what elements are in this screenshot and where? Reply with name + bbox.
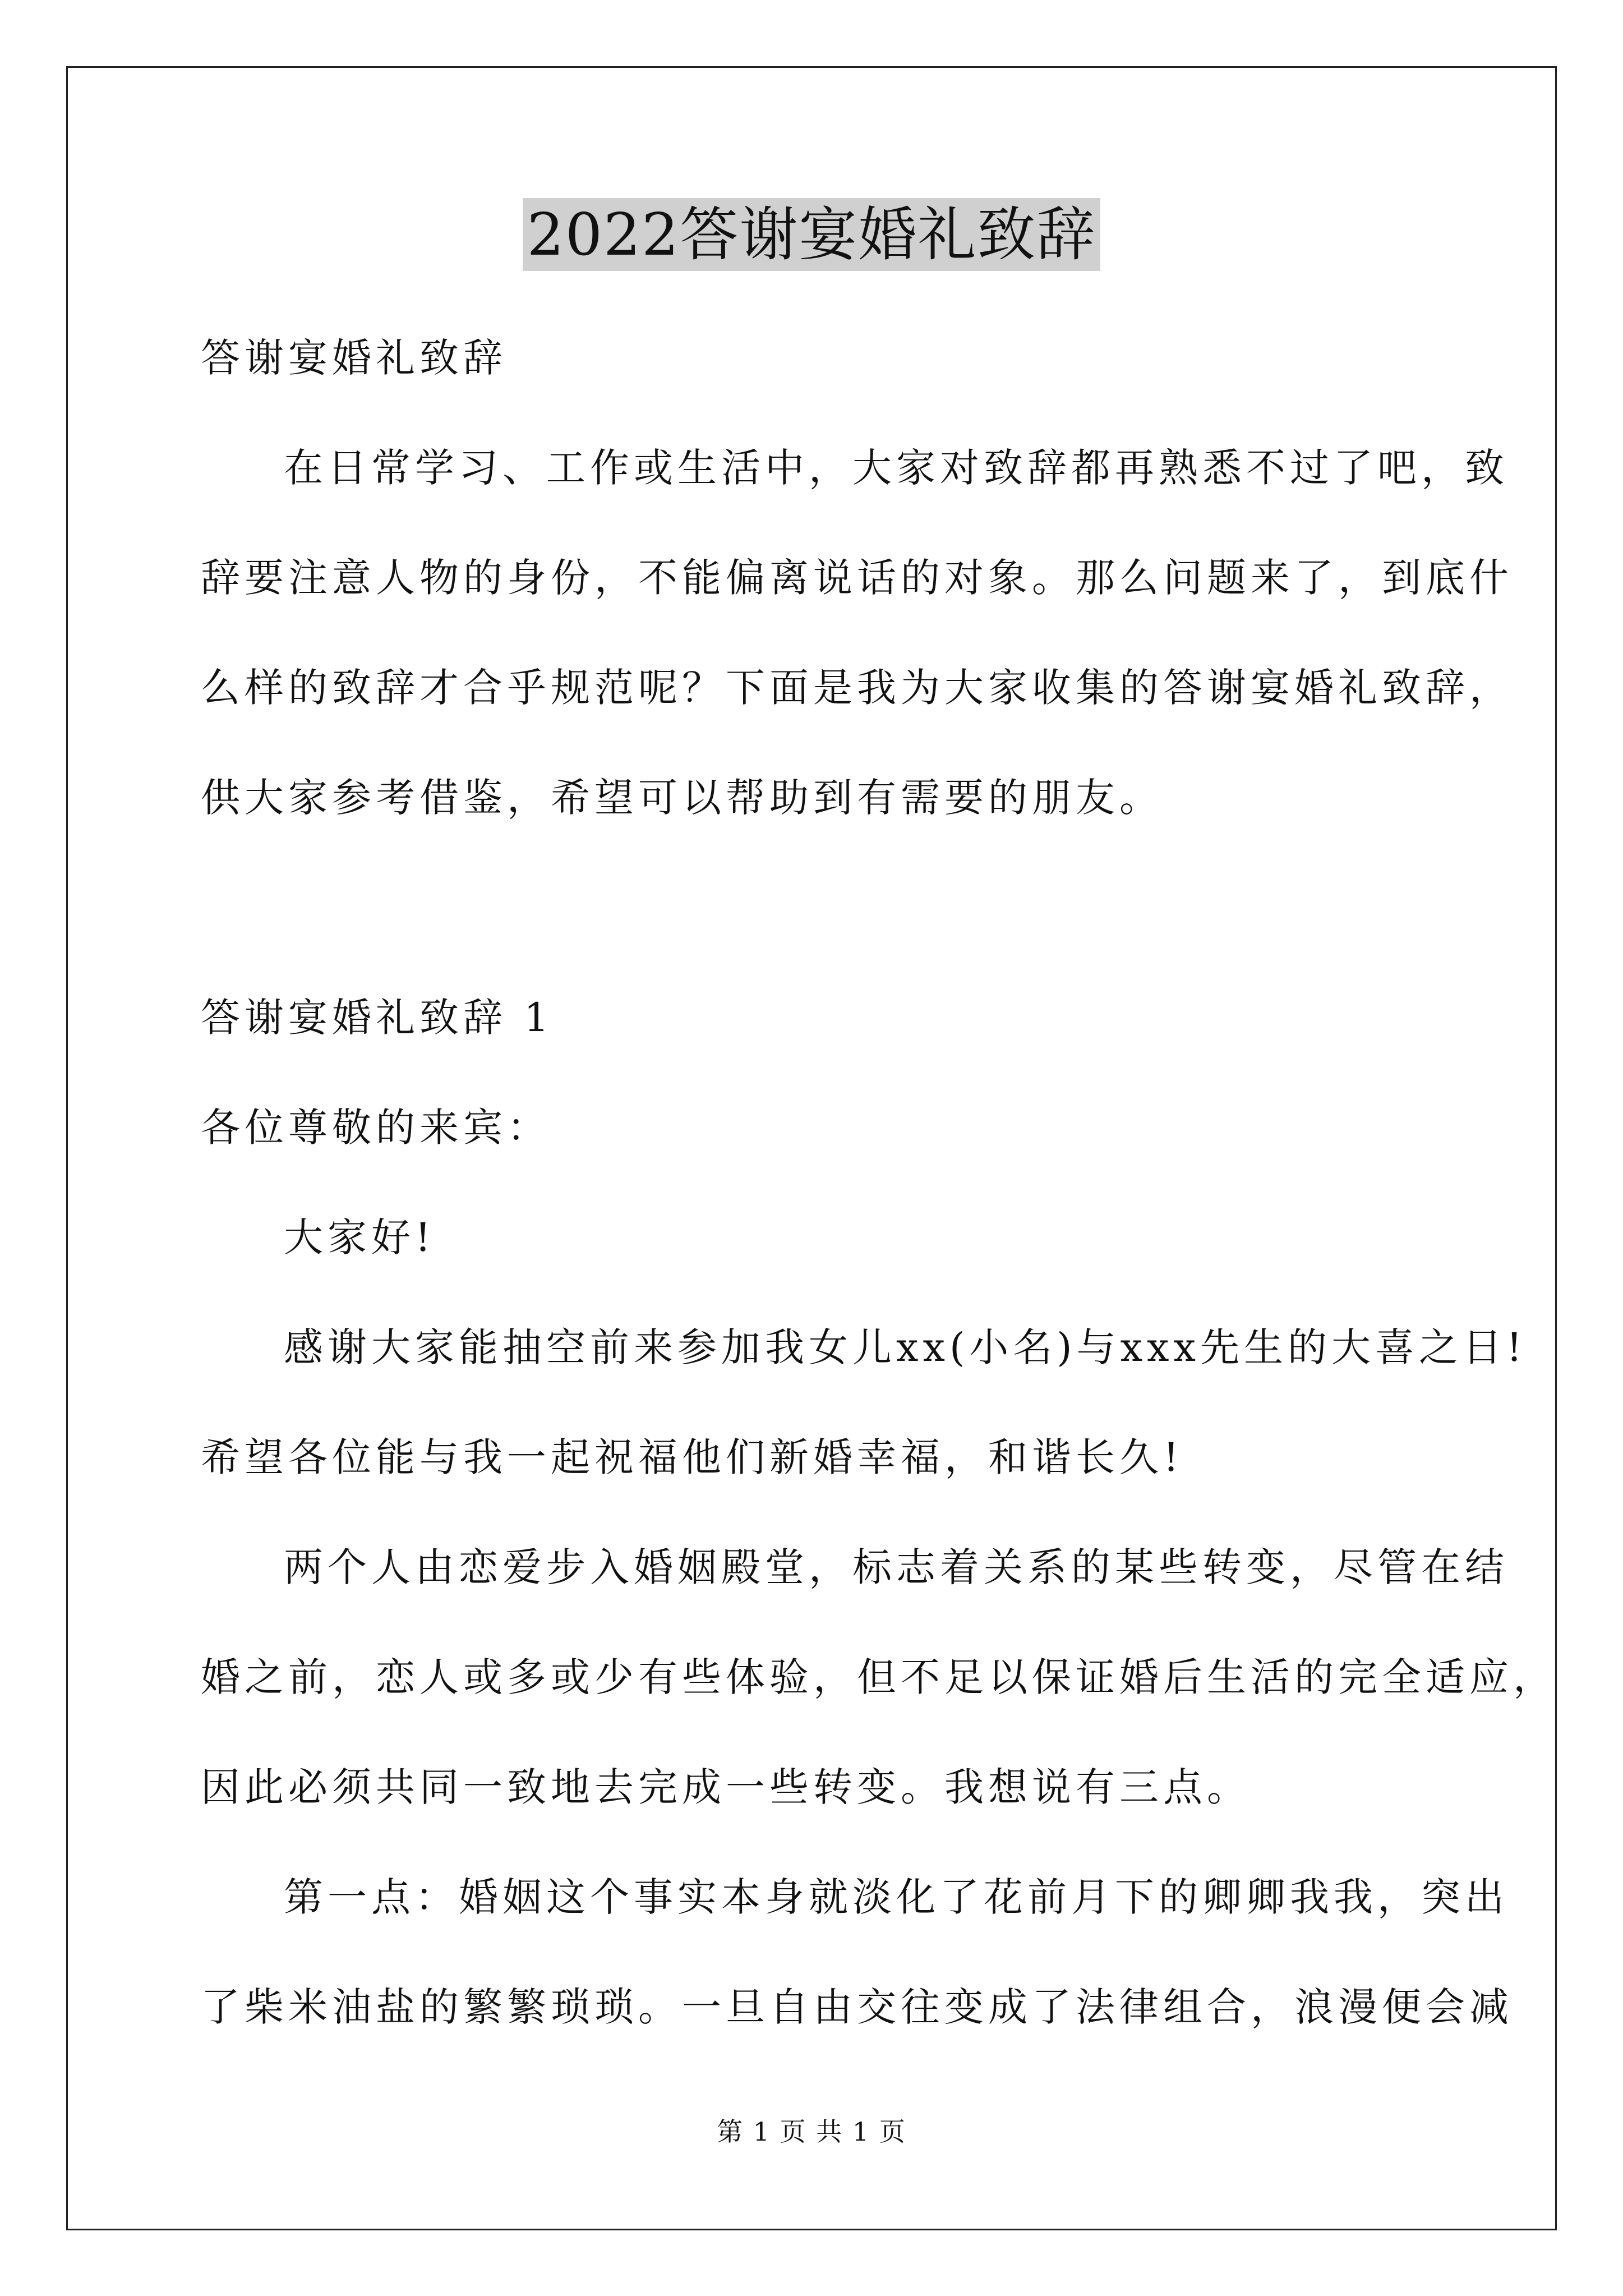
body-line: 供大家参考借鉴，希望可以帮助到有需要的朋友。 <box>201 775 1163 821</box>
body-line: 因此必须共同一致地去完成一些转变。我想说有三点。 <box>201 1764 1251 1810</box>
body-line: 辞要注意人物的身份，不能偏离说话的对象。那么问题来了，到底什 <box>201 555 1513 601</box>
document-title <box>0 195 1623 274</box>
section-heading: 答谢宴婚礼致辞 1 <box>201 995 554 1041</box>
body-line: 么样的致辞才合乎规范呢？下面是我为大家收集的答谢宴婚礼致辞， <box>201 665 1513 711</box>
document-body <box>201 303 1557 2062</box>
page-footer: 第 1 页 共 1 页 <box>717 2116 906 2147</box>
body-line: 婚之前，恋人或多或少有些体验，但不足以保证婚后生活的完全适应， <box>201 1654 1557 1700</box>
title-text: 2022答谢宴婚礼致辞 <box>523 198 1101 271</box>
body-line: 了柴米油盐的繁繁琐琐。一旦自由交往变成了法律组合，浪漫便会减 <box>201 1984 1513 2030</box>
paragraph-gap <box>201 853 1457 963</box>
body-line: 第一点：婚姻这个事实本身就淡化了花前月下的卿卿我我，突出 <box>284 1874 1509 1920</box>
body-line: 答谢宴婚礼致辞 <box>201 335 507 381</box>
body-line: 大家好! <box>284 1214 436 1260</box>
body-line: 希望各位能与我一起祝福他们新婚幸福，和谐长久! <box>201 1434 1184 1480</box>
body-line: 在日常学习、工作或生活中，大家对致辞都再熟悉不过了吧，致 <box>284 445 1509 491</box>
body-line: 感谢大家能抽空前来参加我女儿xx(小名)与xxx先生的大喜之日! <box>284 1324 1527 1370</box>
body-line: 各位尊敬的来宾： <box>201 1105 551 1151</box>
body-line: 两个人由恋爱步入婚姻殿堂，标志着关系的某些转变，尽管在结 <box>284 1544 1509 1590</box>
